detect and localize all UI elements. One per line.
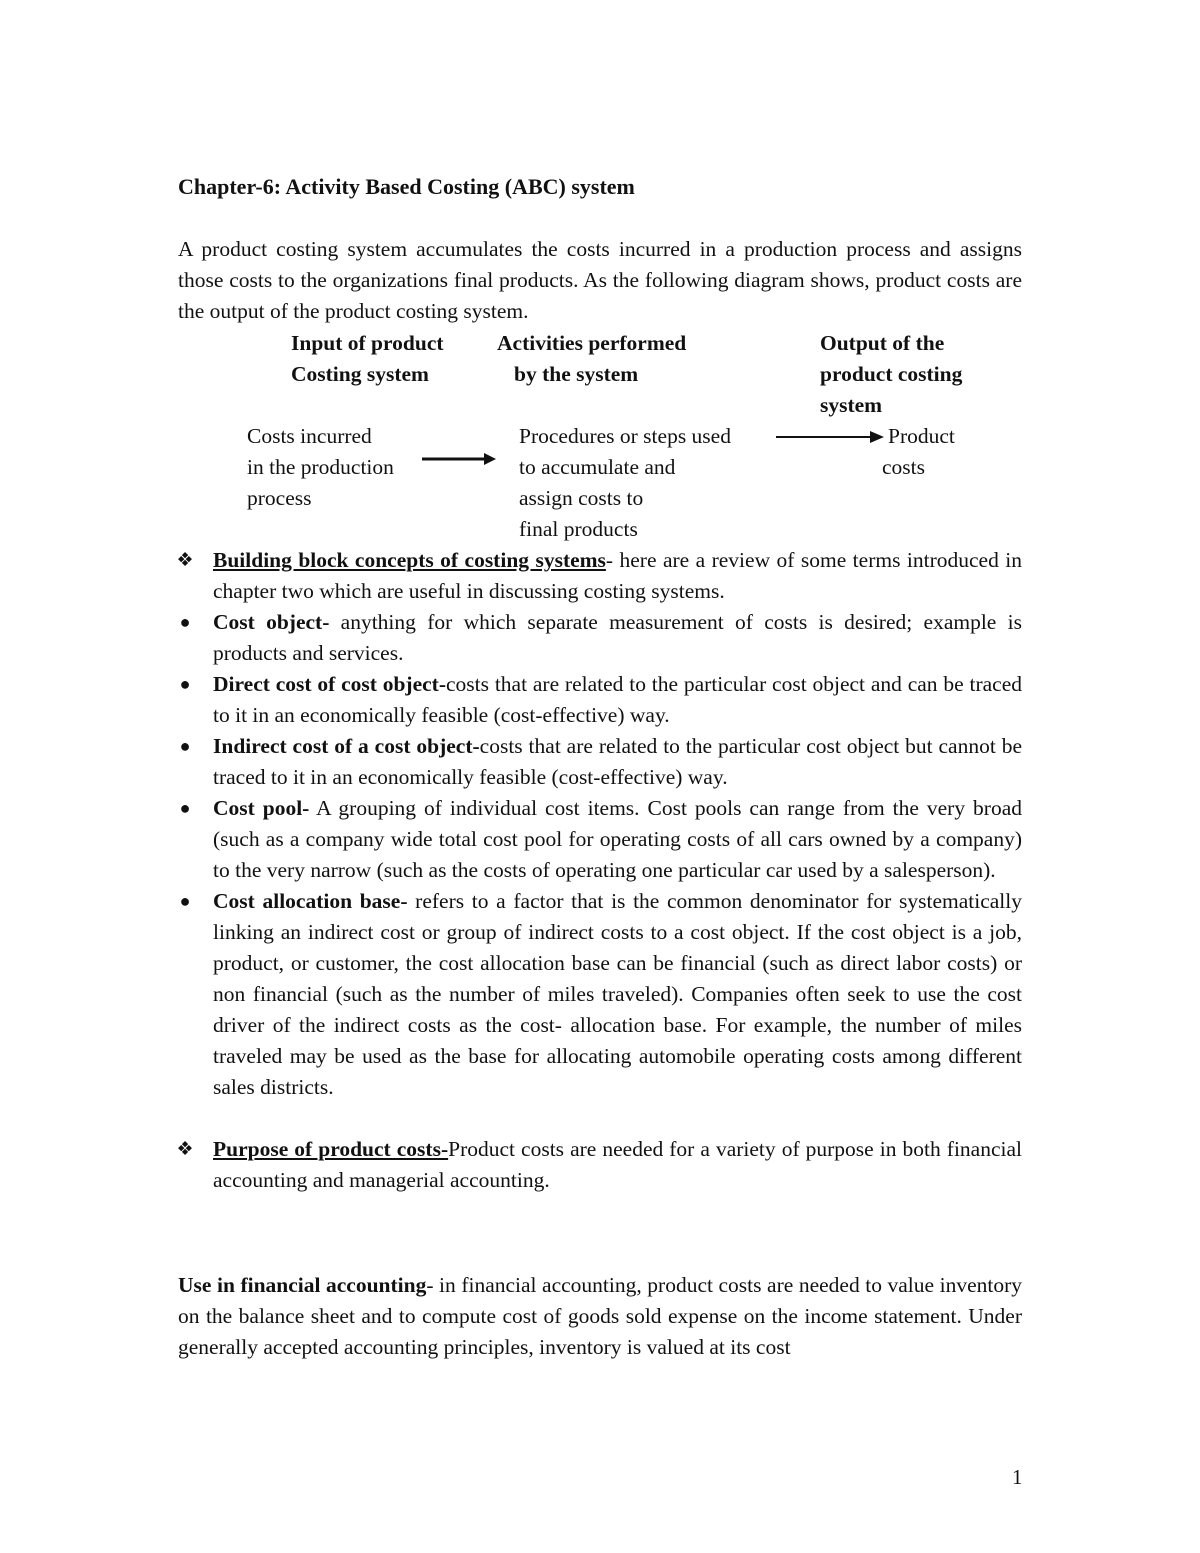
building-block-heading: Building block concepts of costing systems <box>213 548 606 572</box>
bullet-dot-icon: ● <box>179 736 191 756</box>
activities-header-line-2: by the system <box>514 362 639 386</box>
chapter-title: Chapter-6: Activity Based Costing (ABC) system <box>178 174 635 199</box>
page-number: 1 <box>1012 1465 1023 1489</box>
input-text-line-1: Costs incurred <box>247 424 372 448</box>
spacer <box>213 1103 1022 1134</box>
financial-heading: Use in financial accounting <box>178 1273 427 1297</box>
activity-text-line-1: Procedures or steps used <box>519 424 731 448</box>
bullet-item-cost-allocation-base <box>179 886 1022 1103</box>
output-header-line-2: product costing <box>820 362 963 386</box>
financial-accounting-paragraph <box>178 1270 1022 1363</box>
bullet-dot-icon: ● <box>179 798 191 818</box>
bullet-text: A grouping of individual cost items. Cost pools can range from the very broad (such as a company wide total cost pool for operating costs of all cars owned by a company) to the very narrow (such as the costs of operating one particular car used by a salesperson). <box>213 796 1022 882</box>
output-text-line-2: costs <box>882 455 925 479</box>
input-text-line-2: in the production <box>247 455 394 479</box>
input-to-activities-arrow-icon <box>420 451 498 467</box>
bullet-term: Cost object- <box>213 610 330 634</box>
bullet-dot-icon: ● <box>179 612 191 632</box>
output-header-line-1: Output of the <box>820 331 945 355</box>
purpose-text: Product costs are needed for a variety of purpose in both financial accounting and managerial accounting. <box>213 1137 1022 1192</box>
financial-text: - in financial accounting, product costs are needed to value inventory on the balance sheet and to compute cost of goods sold expense on the income statement. Under generally accepted accounting principles, inventory is valued at its cost <box>178 1273 1022 1359</box>
building-block-item <box>176 545 1022 607</box>
bullet-term: Indirect cost of a cost object- <box>213 734 480 758</box>
input-header-line-2: Costing system <box>291 362 429 386</box>
bullet-term: Direct cost of cost object- <box>213 672 446 696</box>
content-list <box>176 545 1022 1196</box>
bullet-item-direct-cost <box>179 669 1022 731</box>
bullet-item-indirect-cost <box>179 731 1022 793</box>
activity-text-line-2: to accumulate and <box>519 455 676 479</box>
activities-header-line-1: Activities performed <box>497 331 687 355</box>
building-block-text: - here are a review of some terms introduced in chapter two which are useful in discussing costing systems. <box>213 548 1022 603</box>
input-text-line-3: process <box>247 486 312 510</box>
activity-text-line-3: assign costs to <box>519 486 644 510</box>
output-text-line-1: Product <box>888 424 955 448</box>
input-header-line-1: Input of product <box>291 331 444 355</box>
bullet-text: costs that are related to the particular cost object and can be traced to it in an economically feasible (cost-effective) way. <box>213 672 1022 727</box>
bullet-text: refers to a factor that is the common denominator for systematically linking an indirect cost or group of indirect costs to a cost object. If the cost object is a job, product, or customer, the cost allocation base can be financial (such as direct labor costs) or non financial (such as the number of miles traveled). Companies often seek to use the cost driver of the indirect costs as the cost- allocation base. For example, the number of miles traveled may be used as the base for allocating automobile operating costs among different sales districts. <box>213 889 1022 1099</box>
bullet-dot-icon: ● <box>179 891 191 911</box>
bullet-dot-icon: ● <box>179 674 191 694</box>
bullet-text: anything for which separate measurement of costs is desired; example is products and services. <box>213 610 1022 665</box>
output-header-line-3: system <box>820 393 883 417</box>
bullet-item-cost-object <box>179 607 1022 669</box>
activity-text-line-4: final products <box>519 517 638 541</box>
intro-paragraph: A product costing system accumulates the costs incurred in a production process and assigns those costs to the organizations final products. As the following diagram shows, product costs are the output of the product costing system. <box>178 237 1022 323</box>
purpose-item <box>176 1134 1022 1196</box>
diamond-bullet-icon: ❖ <box>176 550 194 571</box>
diamond-bullet-icon: ❖ <box>176 1139 194 1160</box>
bullet-term: Cost pool- <box>213 796 310 820</box>
bullet-item-cost-pool <box>179 793 1022 886</box>
activities-to-output-arrow-icon <box>774 429 886 445</box>
bullet-term: Cost allocation base- <box>213 889 408 913</box>
purpose-heading: Purpose of product costs- <box>213 1137 449 1161</box>
bullet-text: costs that are related to the particular cost object but cannot be traced to it in an economically feasible (cost-effective) way. <box>213 734 1022 789</box>
